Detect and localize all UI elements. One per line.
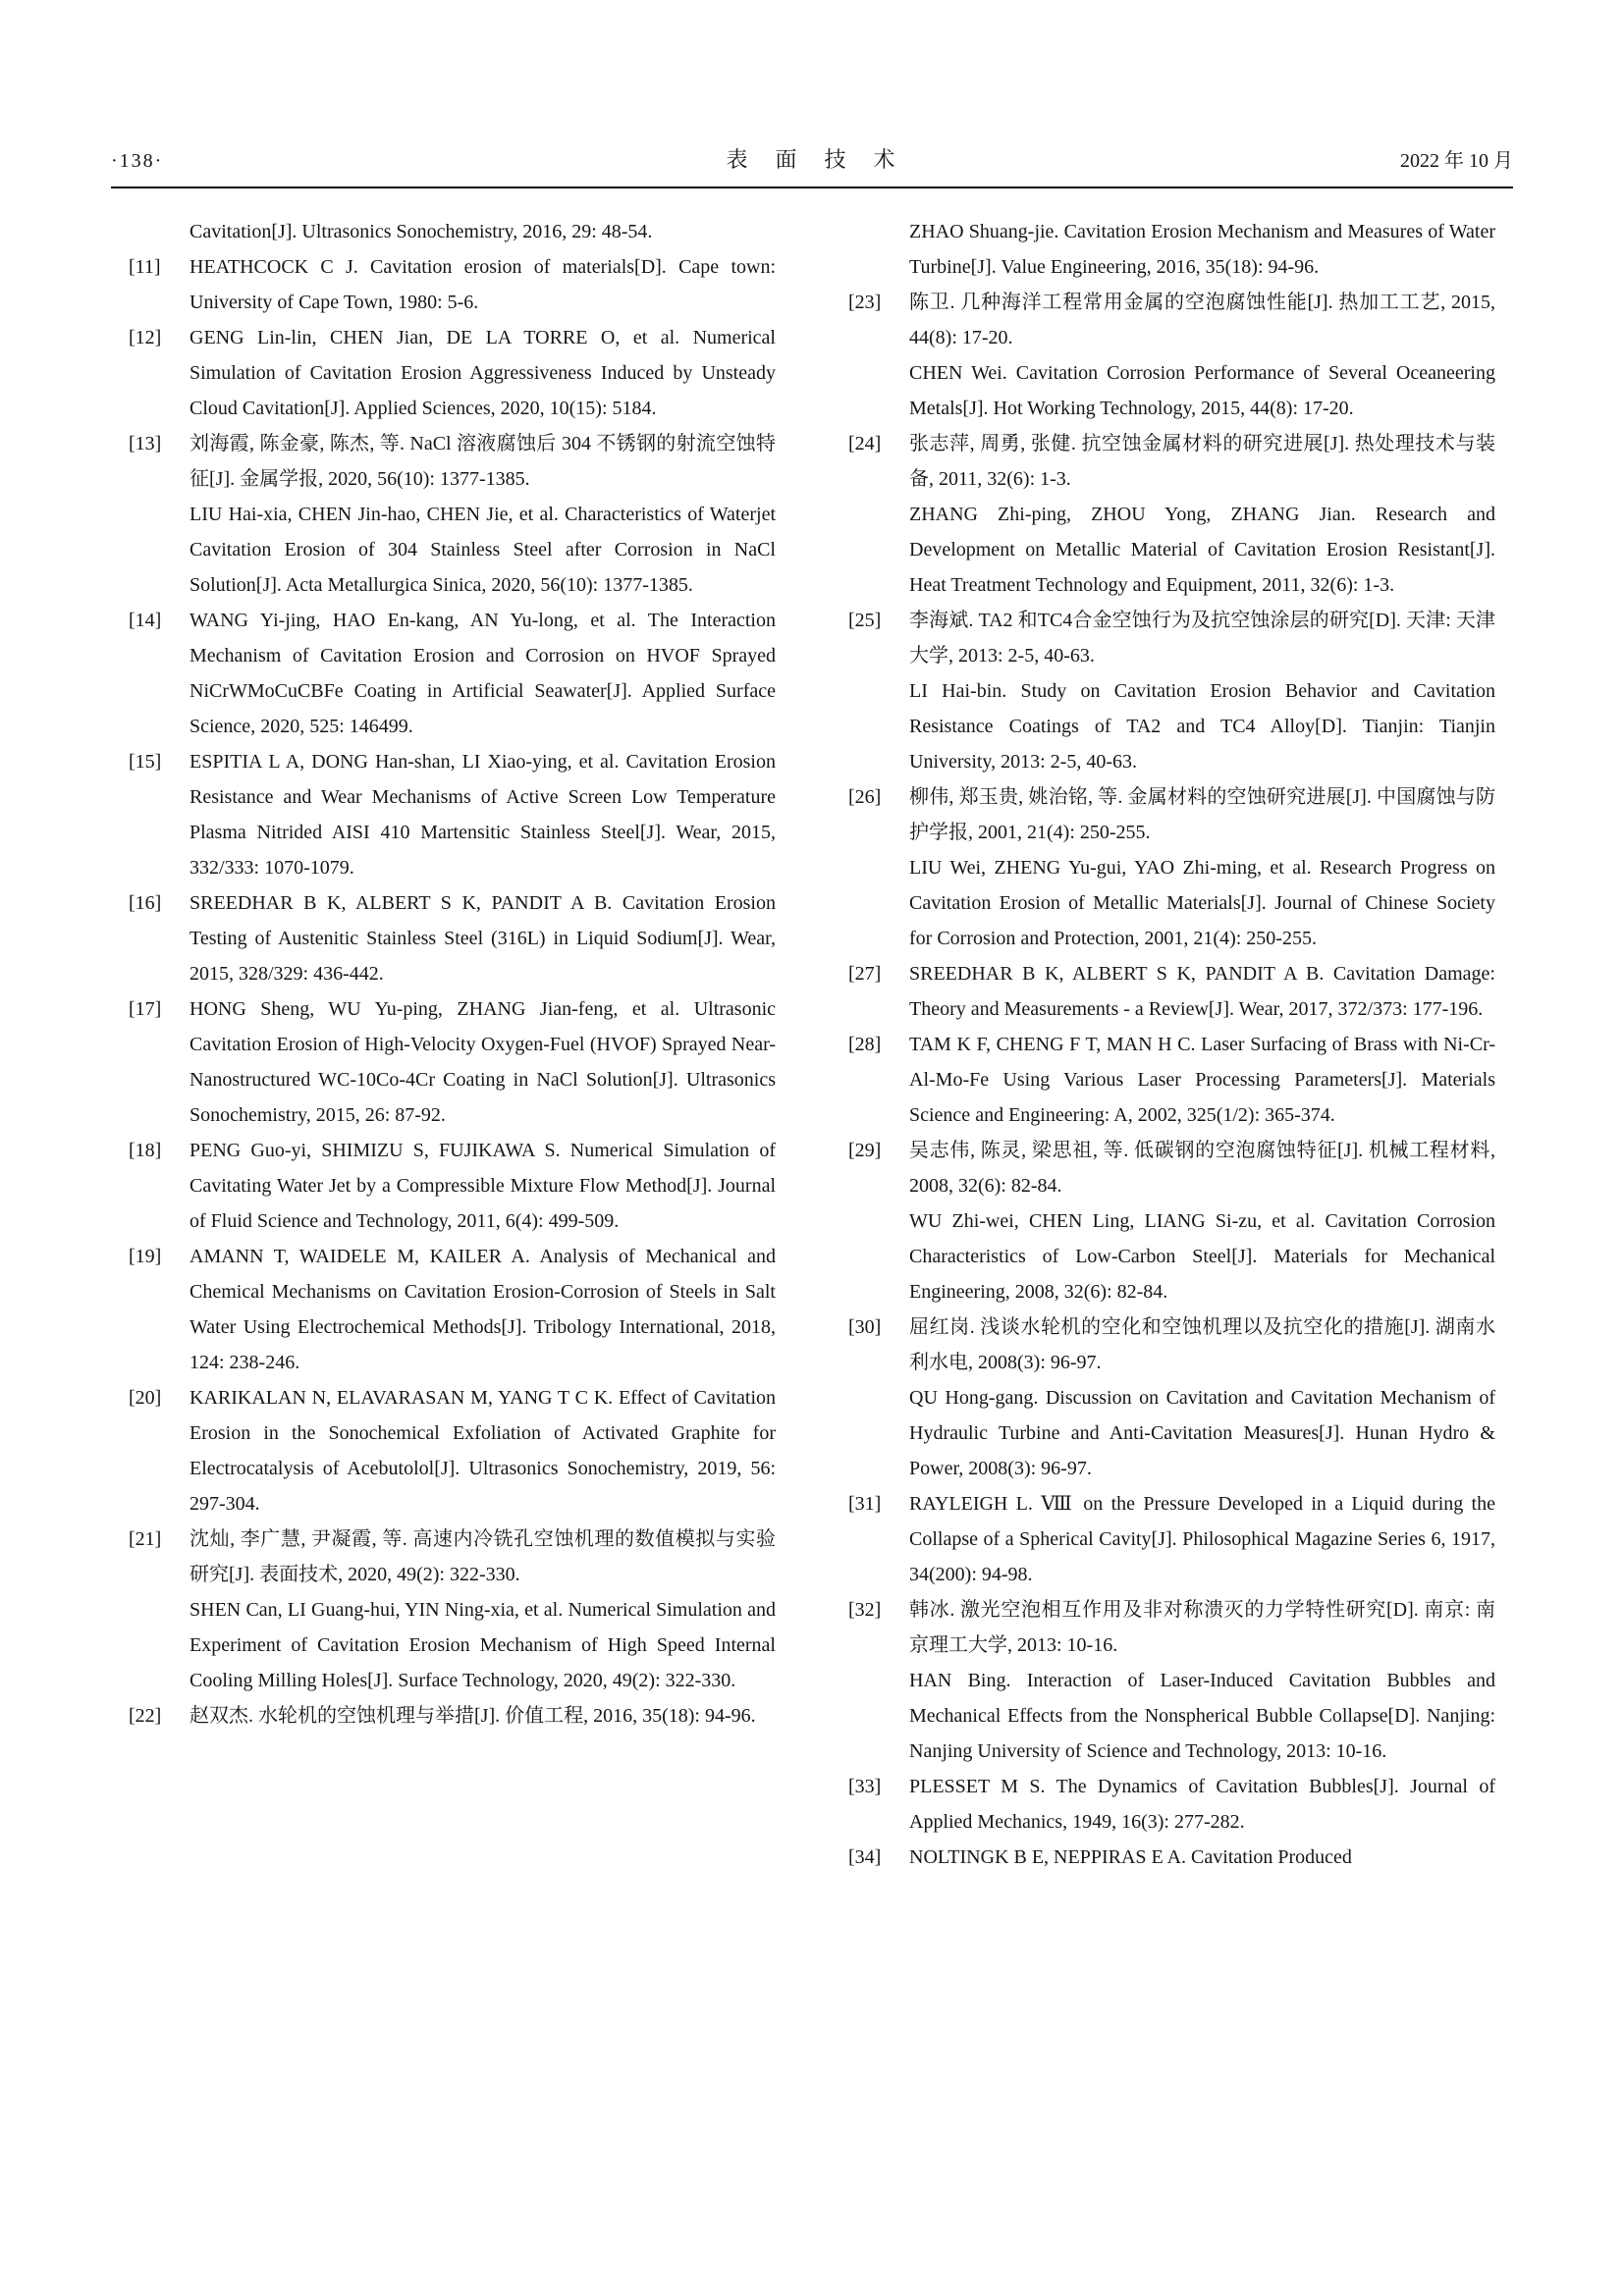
references-column-left [129,214,776,1875]
reference-part: 屈红岗. 浅谈水轮机的空化和空蚀机理以及抗空化的措施[J]. 湖南水利水电, 2008(3): 96-97. [909,1316,1495,1373]
reference-entry [848,426,1495,603]
reference-entry [129,1239,776,1380]
reference-part: HONG Sheng, WU Yu-ping, ZHANG Jian-feng, et al. Ultrasonic Cavitation Erosion of High-Velocity Oxygen-Fuel (HVOF) Sprayed Near-Nanostructured WC-10Co-4Cr Coating in NaCl Solution[J]. Ultrasonics Sonochemistry, 2015, 26: 87-92. [189,998,776,1126]
reference-number: [24] [848,433,882,454]
reference-text [909,1769,1495,1840]
reference-part: ESPITIA L A, DONG Han-shan, LI Xiao-ying, et al. Cavitation Erosion Resistance and Wear Mechanisms of Active Screen Low Temperature Plasma Nitrided AISI 410 Martensitic Stainless Steel[J]. Wear, 2015, 332/333: 1070-1079. [189,751,776,879]
reference-text [909,956,1495,1027]
reference-entry [848,956,1495,1027]
reference-entry [129,249,776,320]
journal-title: 表 面 技 术 [726,147,898,172]
reference-part: QU Hong-gang. Discussion on Cavitation and Cavitation Mechanism of Hydraulic Turbine and Anti-Cavitation Measures[J]. Hunan Hydro & Power, 2008(3): 96-97. [909,1387,1495,1479]
reference-part: 张志萍, 周勇, 张健. 抗空蚀金属材料的研究进展[J]. 热处理技术与装备, 2011, 32(6): 1-3. [909,433,1495,490]
reference-text [189,1380,776,1522]
reference-number: [14] [129,610,162,631]
reference-part: TAM K F, CHENG F T, MAN H C. Laser Surfacing of Brass with Ni-Cr-Al-Mo-Fe Using Various Laser Processing Parameters[J]. Materials Science and Engineering: A, 2002, 325(1/2): 365-374. [909,1034,1495,1126]
reference-number: [16] [129,892,162,914]
reference-part: KARIKALAN N, ELAVARASAN M, YANG T C K. Effect of Cavitation Erosion in the Sonochemical Exfoliation of Activated Graphite for Electrocatalysis of Acebutolol[J]. Ultrasonics Sonochemistry, 2019, 56: 297-304. [189,1387,776,1515]
reference-text [189,991,776,1133]
reference-part: 赵双杰. 水轮机的空蚀机理与举措[J]. 价值工程, 2016, 35(18): 94-96. [189,1705,756,1727]
issue-date: 2022 年 10 月 [1399,150,1513,172]
reference-number: [33] [848,1776,882,1797]
reference-part: ZHAO Shuang-jie. Cavitation Erosion Mechanism and Measures of Water Turbine[J]. Value Engineering, 2016, 35(18): 94-96. [909,221,1495,278]
reference-entry [848,1592,1495,1769]
reference-entry [848,1840,1495,1875]
reference-part: LIU Hai-xia, CHEN Jin-hao, CHEN Jie, et al. Characteristics of Waterjet Cavitation Erosion of 304 Stainless Steel after Corrosion in NaCl Solution[J]. Acta Metallurgica Sinica, 2020, 56(10): 1377-1385. [189,504,776,596]
reference-entry [129,1698,776,1734]
reference-text [189,426,776,603]
reference-part: SREEDHAR B K, ALBERT S K, PANDIT A B. Cavitation Damage: Theory and Measurements - a Review[J]. Wear, 2017, 372/373: 177-196. [909,963,1495,1020]
reference-part: HAN Bing. Interaction of Laser-Induced Cavitation Bubbles and Mechanical Effects from the Nonspherical Bubble Collapse[D]. Nanjing: Nanjing University of Science and Technology, 2013: 10-16. [909,1670,1495,1762]
reference-entry [129,1522,776,1698]
reference-number: [22] [129,1705,162,1727]
reference-number: [11] [129,256,161,278]
reference-text [189,320,776,426]
reference-entry [129,991,776,1133]
reference-part: GENG Lin-lin, CHEN Jian, DE LA TORRE O, et al. Numerical Simulation of Cavitation Erosion Aggressiveness Induced by Unsteady Cloud Cavitation[J]. Applied Sciences, 2020, 10(15): 5184. [189,327,776,419]
reference-entry [848,1133,1495,1309]
reference-text [189,603,776,744]
reference-number: [28] [848,1034,882,1055]
reference-part: LI Hai-bin. Study on Cavitation Erosion Behavior and Cavitation Resistance Coatings of TA2 and TC4 Alloy[D]. Tianjin: Tianjin University, 2013: 2-5, 40-63. [909,680,1495,773]
reference-text [909,779,1495,956]
reference-part: NOLTINGK B E, NEPPIRAS E A. Cavitation Produced [909,1846,1352,1868]
reference-text [909,1592,1495,1769]
reference-entry [129,1380,776,1522]
page-number: ·138· [111,150,164,172]
reference-part: Cavitation[J]. Ultrasonics Sonochemistry, 2016, 29: 48-54. [189,221,653,242]
reference-part: RAYLEIGH L. Ⅷ on the Pressure Developed in a Liquid during the Collapse of a Spherical Cavity[J]. Philosophical Magazine Series 6, 1917, 34(200): 94-98. [909,1493,1495,1585]
reference-text [189,1133,776,1239]
reference-number: [32] [848,1599,882,1621]
reference-entry [129,426,776,603]
reference-entry [129,214,776,249]
reference-entry [848,1027,1495,1133]
reference-entry [129,1133,776,1239]
reference-text [189,885,776,991]
reference-number: [31] [848,1493,882,1515]
reference-text [909,214,1495,285]
references-column-right [848,214,1495,1875]
reference-text [189,214,776,249]
reference-part: SHEN Can, LI Guang-hui, YIN Ning-xia, et al. Numerical Simulation and Experiment of Cavitation Erosion Mechanism of High Speed Internal Cooling Milling Holes[J]. Surface Technology, 2020, 49(2): 322-330. [189,1599,776,1691]
reference-number: [20] [129,1387,162,1409]
reference-text [909,1486,1495,1592]
reference-number: [12] [129,327,162,348]
reference-part: 刘海霞, 陈金豪, 陈杰, 等. NaCl 溶液腐蚀后 304 不锈钢的射流空蚀特征[J]. 金属学报, 2020, 56(10): 1377-1385. [189,433,776,490]
reference-number: [27] [848,963,882,985]
reference-text [909,1309,1495,1486]
reference-number: [34] [848,1846,882,1868]
reference-part: 吴志伟, 陈灵, 梁思祖, 等. 低碳钢的空泡腐蚀特征[J]. 机械工程材料, 2008, 32(6): 82-84. [909,1140,1495,1197]
reference-entry [848,1769,1495,1840]
reference-text [189,249,776,320]
page-header [111,0,1513,188]
reference-text [909,1027,1495,1133]
reference-text [909,285,1495,426]
reference-number: [18] [129,1140,162,1161]
reference-text [909,1840,1495,1875]
reference-part: PENG Guo-yi, SHIMIZU S, FUJIKAWA S. Numerical Simulation of Cavitating Water Jet by a Compressible Mixture Flow Method[J]. Journal of Fluid Science and Technology, 2011, 6(4): 499-509. [189,1140,776,1232]
reference-number: [29] [848,1140,882,1161]
reference-number: [30] [848,1316,882,1338]
reference-part: 沈灿, 李广慧, 尹凝霞, 等. 高速内冷铣孔空蚀机理的数值模拟与实验研究[J]. 表面技术, 2020, 49(2): 322-330. [189,1528,776,1585]
reference-part: ZHANG Zhi-ping, ZHOU Yong, ZHANG Jian. Research and Development on Metallic Material of Cavitation Erosion Resistant[J]. Heat Treatment Technology and Equipment, 2011, 32(6): 1-3. [909,504,1495,596]
reference-entry [848,603,1495,779]
reference-number: [19] [129,1246,162,1267]
reference-text [909,603,1495,779]
reference-part: WU Zhi-wei, CHEN Ling, LIANG Si-zu, et al. Cavitation Corrosion Characteristics of Low-Carbon Steel[J]. Materials for Mechanical Engineering, 2008, 32(6): 82-84. [909,1210,1495,1303]
reference-number: [23] [848,292,882,313]
reference-part: CHEN Wei. Cavitation Corrosion Performance of Several Oceaneering Metals[J]. Hot Working Technology, 2015, 44(8): 17-20. [909,362,1495,419]
reference-entry [848,1486,1495,1592]
reference-number: [26] [848,786,882,808]
reference-part: AMANN T, WAIDELE M, KAILER A. Analysis of Mechanical and Chemical Mechanisms on Cavitation Erosion-Corrosion of Steels in Salt Water Using Electrochemical Methods[J]. Tribology International, 2018, 124: 238-246. [189,1246,776,1373]
reference-number: [13] [129,433,162,454]
reference-text [189,1239,776,1380]
reference-number: [15] [129,751,162,773]
reference-number: [17] [129,998,162,1020]
reference-text [909,426,1495,603]
reference-part: SREEDHAR B K, ALBERT S K, PANDIT A B. Cavitation Erosion Testing of Austenitic Stainless Steel (316L) in Liquid Sodium[J]. Wear, 2015, 328/329: 436-442. [189,892,776,985]
reference-entry [848,779,1495,956]
reference-entry [848,285,1495,426]
reference-part: 柳伟, 郑玉贵, 姚治铭, 等. 金属材料的空蚀研究进展[J]. 中国腐蚀与防护学报, 2001, 21(4): 250-255. [909,786,1495,843]
reference-text [909,1133,1495,1309]
reference-part: HEATHCOCK C J. Cavitation erosion of materials[D]. Cape town: University of Cape Town, 1980: 5-6. [189,256,776,313]
reference-entry [129,603,776,744]
reference-entry [129,320,776,426]
reference-part: PLESSET M S. The Dynamics of Cavitation Bubbles[J]. Journal of Applied Mechanics, 1949, 16(3): 277-282. [909,1776,1495,1833]
reference-entry [848,1309,1495,1486]
reference-part: LIU Wei, ZHENG Yu-gui, YAO Zhi-ming, et al. Research Progress on Cavitation Erosion of Metallic Materials[J]. Journal of Chinese Society for Corrosion and Protection, 2001, 21(4): 250-255. [909,857,1495,949]
reference-part: WANG Yi-jing, HAO En-kang, AN Yu-long, et al. The Interaction Mechanism of Cavitation Erosion and Corrosion on HVOF Sprayed NiCrWMoCuCBFe Coating in Artificial Seawater[J]. Applied Surface Science, 2020, 525: 146499. [189,610,776,737]
references-section [129,214,1495,1875]
reference-text [189,744,776,885]
reference-part: 韩冰. 激光空泡相互作用及非对称溃灭的力学特性研究[D]. 南京: 南京理工大学, 2013: 10-16. [909,1599,1495,1656]
reference-entry [129,885,776,991]
reference-entry [129,744,776,885]
reference-text [189,1698,776,1734]
reference-text [189,1522,776,1698]
reference-part: 李海斌. TA2 和TC4合金空蚀行为及抗空蚀涂层的研究[D]. 天津: 天津大学, 2013: 2-5, 40-63. [909,610,1495,667]
reference-number: [25] [848,610,882,631]
reference-number: [21] [129,1528,162,1550]
reference-entry [848,214,1495,285]
reference-part: 陈卫. 几种海洋工程常用金属的空泡腐蚀性能[J]. 热加工工艺, 2015, 44(8): 17-20. [909,292,1495,348]
